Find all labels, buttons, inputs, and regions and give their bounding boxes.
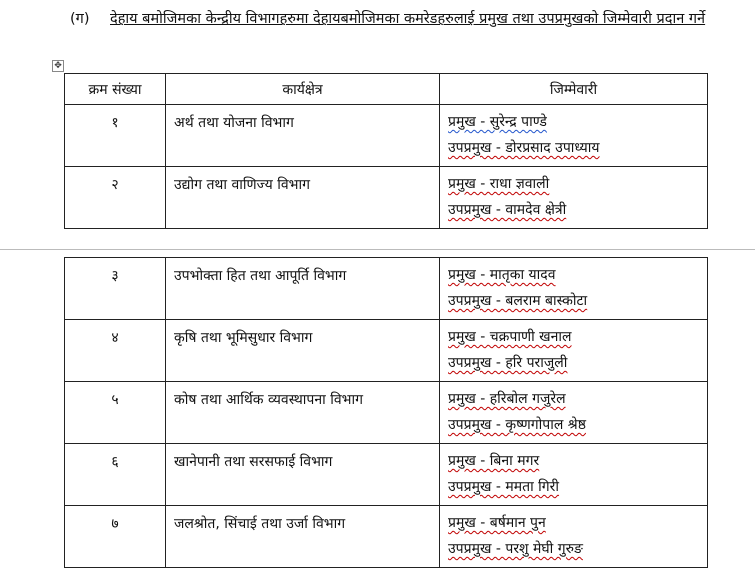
table-move-handle-icon[interactable]: ✥ [52, 60, 64, 72]
row-department: खानेपानी तथा सरसफाई विभाग [166, 444, 440, 506]
row-department: जलश्रोत, सिंचाई तथा उर्जा विभाग [166, 506, 440, 568]
column-header-responsibility: जिम्मेवारी [440, 74, 708, 105]
row-responsibility [440, 444, 708, 506]
row-department: अर्थ तथा योजना विभाग [166, 105, 440, 167]
deputy-line: उपप्रमुख - डोरप्रसाद उपाध्याय [448, 140, 600, 156]
row-serial: १ [65, 105, 166, 167]
table-row [65, 444, 708, 506]
chief-line: प्रमुख - बर्षमान पुन [448, 515, 546, 531]
column-header-sn: क्रम संख्या [65, 74, 166, 105]
row-responsibility [440, 258, 708, 320]
row-serial: ६ [65, 444, 166, 506]
deputy-line: उपप्रमुख - हरि पराजुली [448, 355, 568, 371]
table-row [65, 320, 708, 382]
page-break-line [0, 249, 755, 250]
responsibility-table-page2 [64, 257, 708, 568]
deputy-line: उपप्रमुख - परशु मेघी गुरुङ [448, 541, 583, 557]
row-department: उपभोक्ता हित तथा आपूर्ति विभाग [166, 258, 440, 320]
chief-line: प्रमुख - सुरेन्द्र पाण्डे [448, 114, 547, 130]
responsibility-table-page1 [64, 73, 708, 229]
chief-line: प्रमुख - हरिबोल गजुरेल [448, 391, 566, 407]
row-responsibility [440, 382, 708, 444]
chief-line: प्रमुख - चक्रपाणी खनाल [448, 329, 572, 345]
table-row [65, 105, 708, 167]
row-serial: ७ [65, 506, 166, 568]
chief-line: प्रमुख - राधा ज्ञवाली [448, 176, 550, 192]
deputy-line: उपप्रमुख - कृष्णगोपाल श्रेष्ठ [448, 417, 586, 433]
row-department: कोष तथा आर्थिक व्यवस्थापना विभाग [166, 382, 440, 444]
table-row [65, 382, 708, 444]
deputy-line: उपप्रमुख - वामदेव क्षेत्री [448, 202, 567, 218]
section-heading-text: देहाय बमोजिमका केन्द्रीय विभागहरुमा देहायबमोजिमका कमरेडहरुलाई प्रमुख तथा उपप्रमुखको जिम्मेवारी प्रदान गर्ने [110, 11, 706, 27]
row-department: कृषि तथा भूमिसुधार विभाग [166, 320, 440, 382]
chief-line: प्रमुख - मातृका यादव [448, 267, 556, 283]
column-header-department: कार्यक्षेत्र [166, 74, 440, 105]
table-header-row [65, 74, 708, 105]
row-serial: ४ [65, 320, 166, 382]
chief-line: प्रमुख - बिना मगर [448, 453, 540, 469]
row-responsibility [440, 320, 708, 382]
table-row [65, 506, 708, 568]
row-responsibility [440, 167, 708, 229]
row-responsibility [440, 506, 708, 568]
deputy-line: उपप्रमुख - बलराम बास्कोटा [448, 293, 588, 309]
row-department: उद्योग तथा वाणिज्य विभाग [166, 167, 440, 229]
section-number: (ग) [70, 11, 90, 27]
row-responsibility [440, 105, 708, 167]
table-row [65, 258, 708, 320]
table-row [65, 167, 708, 229]
deputy-line: उपप्रमुख - ममता गिरी [448, 479, 560, 495]
row-serial: ५ [65, 382, 166, 444]
row-serial: ३ [65, 258, 166, 320]
row-serial: २ [65, 167, 166, 229]
